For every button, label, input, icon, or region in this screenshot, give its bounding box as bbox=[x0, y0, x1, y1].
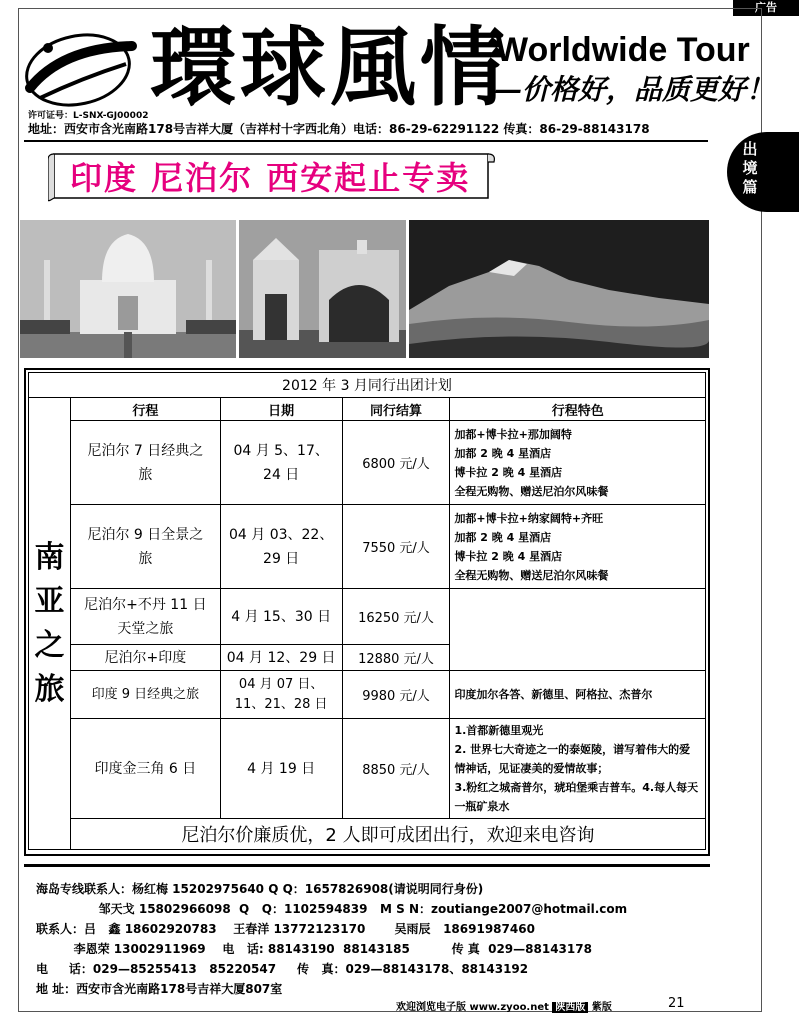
feature-line: 全程无购物、赠送尼泊尔风味餐 bbox=[454, 568, 609, 582]
price-cell: 9980 元/人 bbox=[342, 671, 450, 719]
contacts-divider bbox=[24, 864, 710, 867]
contact-line: 李恩荣 13002911969 电 话: 88143190 88143185 传 真 029—88143178 bbox=[36, 942, 592, 956]
date-cell: 4 月 15、30 日 bbox=[220, 589, 342, 645]
feature-line: 印度加尔各答、新德里、阿格拉、杰普尔 bbox=[454, 688, 653, 701]
features-cell bbox=[450, 421, 706, 505]
route-cell: 尼泊尔+不丹 11 日天堂之旅 bbox=[70, 589, 220, 645]
footer-text: 欢迎浏览电子版 www.zyoo.net bbox=[396, 1002, 549, 1013]
region-char: 亚 bbox=[34, 583, 65, 619]
route-cell: 尼泊尔 9 日全景之旅 bbox=[70, 505, 220, 589]
feature-line: 加都+博卡拉+纳家阔特+齐旺 bbox=[454, 511, 604, 525]
route-cell: 印度 9 日经典之旅 bbox=[70, 671, 220, 719]
section-tab bbox=[727, 132, 799, 212]
feature-line: 博卡拉 2 晚 4 星酒店 bbox=[454, 465, 563, 479]
page-footer bbox=[396, 998, 612, 1013]
contact-line: 海岛专线联系人：杨红梅 15202975640 Q Q：1657826908(请说明同行身份) bbox=[36, 882, 484, 896]
ad-tag: 广告 bbox=[733, 0, 799, 16]
header-divider bbox=[24, 140, 708, 142]
contact-line: 邹天戈 15802966098 Q Q：1102594839 M S N：zoutiange2007@hotmail.com bbox=[36, 902, 628, 916]
price-cell: 12880 元/人 bbox=[342, 645, 450, 671]
company-address-line: 地址：西安市含光南路178号吉祥大厦（吉祥村十字西北角）电话：86-29-62291122 传真：86-29-88143178 bbox=[28, 122, 650, 136]
features-cell bbox=[450, 671, 706, 719]
features-cell-empty bbox=[450, 589, 706, 671]
region-char: 之 bbox=[34, 627, 65, 663]
region-char: 南 bbox=[34, 539, 65, 575]
header-features: 行程特色 bbox=[450, 398, 706, 421]
date-cell: 04 月 12、29 日 bbox=[220, 645, 342, 671]
region-char: 旅 bbox=[34, 671, 65, 707]
features-cell bbox=[450, 505, 706, 589]
feature-line: 全程无购物、赠送尼泊尔风味餐 bbox=[454, 484, 609, 498]
slogan: —价格好，品质更好！ bbox=[494, 73, 775, 106]
feature-line: 博卡拉 2 晚 4 星酒店 bbox=[454, 549, 563, 563]
banner-title: 印度 尼泊尔 西安起止专卖 bbox=[70, 159, 471, 197]
price-cell: 16250 元/人 bbox=[342, 589, 450, 645]
feature-line: 3.粉红之城斋普尔，琥珀堡乘吉普车。4.每人每天一瓶矿泉水 bbox=[454, 781, 699, 813]
route-cell: 尼泊尔+印度 bbox=[70, 645, 220, 671]
brand-name-en: Worldwide Tour bbox=[496, 31, 750, 69]
table-row bbox=[29, 719, 706, 819]
price-cell: 7550 元/人 bbox=[342, 505, 450, 589]
table-row bbox=[29, 671, 706, 719]
license-number: 许可证号：L-SNX-GJ00002 bbox=[28, 111, 149, 121]
contact-line: 地 址：西安市含光南路178号吉祥大厦807室 bbox=[36, 982, 283, 996]
table-row bbox=[29, 505, 706, 589]
contact-line: 联系人：吕 鑫 18602920783 王春洋 13772123170 吴雨辰 18691987460 bbox=[36, 922, 535, 936]
price-cell: 6800 元/人 bbox=[342, 421, 450, 505]
header-price: 同行结算 bbox=[342, 398, 450, 421]
header-date: 日期 bbox=[220, 398, 342, 421]
header-route: 行程 bbox=[70, 398, 220, 421]
date-cell: 4 月 19 日 bbox=[220, 719, 342, 819]
section-tab-label: 出境篇 bbox=[742, 140, 758, 196]
route-cell: 尼泊尔 7 日经典之旅 bbox=[70, 421, 220, 505]
taj-mahal-photo bbox=[20, 220, 236, 358]
table-row bbox=[29, 589, 706, 645]
date-cell: 04 月 07 日、11、21、28 日 bbox=[220, 671, 342, 719]
route-cell: 印度金三角 6 日 bbox=[70, 719, 220, 819]
region-label bbox=[29, 398, 71, 850]
contact-line: 电 话：029—85255413 85220547 传 真：029—88143178、88143192 bbox=[36, 962, 529, 976]
table-title: 2012 年 3 月同行出团计划 bbox=[29, 373, 706, 398]
temple-photo bbox=[239, 220, 406, 358]
date-cell: 04 月 5、17、24 日 bbox=[220, 421, 342, 505]
feature-line: 2. 世界七大奇迹之一的泰姬陵，谱写着伟大的爱情神话，见证凄美的爱情故事； bbox=[454, 743, 691, 775]
brand-name-cn: 環球風情 bbox=[150, 17, 510, 118]
feature-line: 加都 2 晚 4 星酒店 bbox=[454, 446, 552, 460]
feature-line: 加都+博卡拉+那加阔特 bbox=[454, 427, 572, 441]
page-number: 21 bbox=[668, 996, 685, 1011]
table-row bbox=[29, 421, 706, 505]
feature-line: 1.首都新德里观光 bbox=[454, 724, 544, 737]
features-cell bbox=[450, 719, 706, 819]
price-cell: 8850 元/人 bbox=[342, 719, 450, 819]
footer-edition: 紫版 bbox=[591, 1002, 612, 1013]
tour-schedule-table bbox=[28, 372, 706, 850]
footer-edition-box: 陕西版 bbox=[552, 1002, 588, 1013]
globe-logo-icon bbox=[22, 28, 140, 110]
feature-line: 加都 2 晚 4 星酒店 bbox=[454, 530, 552, 544]
date-cell: 04 月 03、22、29 日 bbox=[220, 505, 342, 589]
mountain-photo bbox=[409, 220, 709, 358]
table-footer-note: 尼泊尔价廉质优，2 人即可成团出行，欢迎来电咨询 bbox=[70, 819, 705, 850]
